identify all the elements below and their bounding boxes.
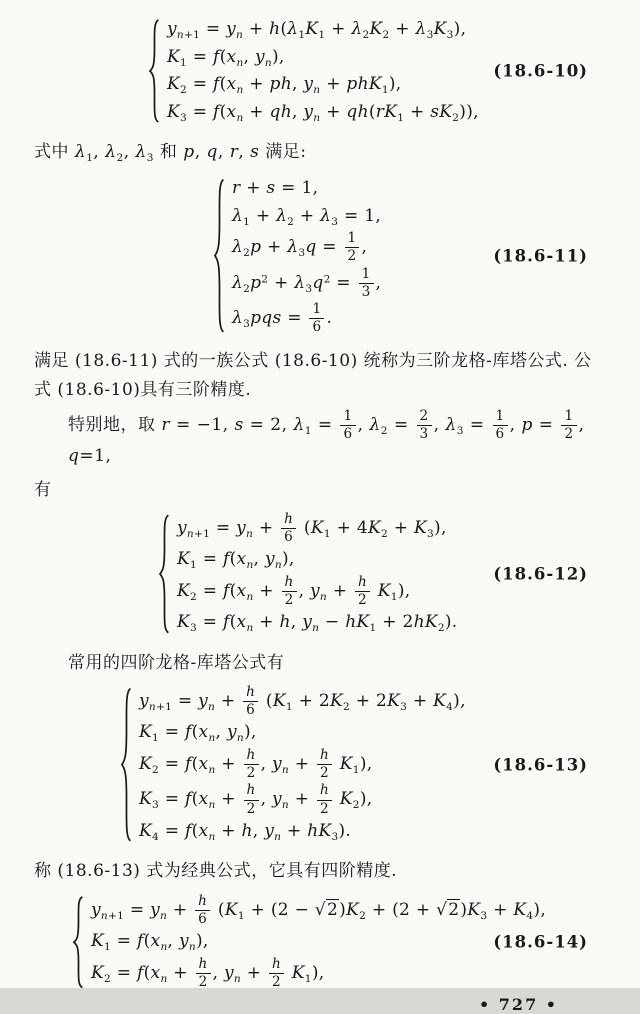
classic-note-text: 称 (18.6-13) 式为经典公式，它具有四阶精度. [34, 861, 398, 882]
left-brace-icon [148, 19, 161, 123]
equation-label-18-6-11: (18.6-11) [493, 246, 588, 266]
equation-label-18-6-13: (18.6-13) [493, 755, 588, 775]
equation-18-6-13 [120, 684, 466, 845]
equation-row-18-6-13 [0, 684, 640, 845]
equation-lines [91, 893, 546, 991]
equation-line: $K_1 = f(x_n$, $y_n$), [91, 931, 209, 954]
equation-line: $y_{n+1} = y_n$ + $\frac{h}{6}$ $(K_1 + 4K_2 + K_3)$, [177, 510, 447, 546]
equation-18-6-12 [158, 511, 458, 637]
equation-lines [167, 16, 479, 126]
equation-row-18-6-10 [0, 16, 640, 126]
you-text: 有 [34, 479, 52, 500]
page-number: • 727 • [479, 994, 558, 1014]
equation-label-18-6-10: (18.6-10) [493, 61, 588, 81]
where-clause-text: 式中 $\lambda_1$, $\lambda_2$, $\lambda_3$ 和 p, q, r, s 满足: [34, 142, 307, 164]
special-case-text: 特别地，取 r = −1, s = 2, $\lambda_1$ = $\frac{1}{6}$ , $\lambda_2$ = $\frac{2}{3}$ , $\lambda_3$ = $\frac{1}{6}$ , p = $\frac{1}{2}$ , q=1, [68, 408, 585, 467]
equation-line: $\lambda_2p + \lambda_3q$ = $\frac{1}{2}$ , [232, 230, 368, 265]
equation-18-6-11 [213, 175, 381, 336]
equation-line: $\lambda_2p^2 + \lambda_3q^2$ = $\frac{1}{3}$ , [232, 265, 382, 300]
fourth-order-intro-text: 常用的四阶龙格-库塔公式有 [68, 652, 285, 673]
left-brace-icon [213, 178, 226, 333]
equation-line: $K_2 = f(x_n$ + ph, $y_n + phK_1$), [167, 74, 402, 96]
equation-lines [232, 175, 381, 336]
left-brace-icon [158, 514, 171, 634]
equation-line: $y_{n+1} = y_n$ + $\frac{h}{6}$ $(K_1 + (2 - √2)K_2 + (2 + √2)K_3 + K_4)$, [91, 892, 547, 927]
equation-line: $K_1 = f(x_n$, $y_n$), [177, 549, 295, 572]
equation-line: r + s = 1, [232, 178, 319, 199]
equation-line: $K_3 = f(x_n + h$, $y_n - hK_1 + 2hK_2$). [177, 612, 458, 635]
left-brace-icon [120, 687, 133, 842]
equation-label-18-6-12: (18.6-12) [493, 564, 588, 584]
equation-line: $\lambda_3pqs$ = $\frac{1}{6}$ . [232, 301, 333, 336]
equation-row-18-6-14 [0, 893, 640, 991]
equation-label-18-6-14: (18.6-14) [493, 932, 588, 952]
equation-line: $y_{n+1} = y_n + h(\lambda_1K_1 + \lambda_2K_2 + \lambda_3K_3)$, [167, 19, 467, 41]
equation-line: $y_{n+1} = y_n$ + $\frac{h}{6}$ $(K_1 + 2K_2 + 2K_3 + K_4)$, [139, 684, 466, 719]
equation-line: $K_2 = f(x_n$ + $\frac{h}{2}$ , $y_n$ + $\frac{h}{2}$ $K_1$), [91, 955, 325, 990]
equation-lines [139, 684, 466, 845]
equation-line: $K_3 = f(x_n$ + $\frac{h}{2}$ , $y_n$ + $\frac{h}{2}$ $K_2$), [139, 782, 373, 817]
equation-18-6-14 [72, 893, 546, 991]
equation-line: $\lambda_1 + \lambda_2 + \lambda_3 = 1$, [232, 205, 382, 228]
equation-line: $K_3 = f(x_n$ + qh, $y_n + qh(rK_1 + sK_2)$), [167, 101, 479, 124]
left-brace-icon [72, 896, 85, 988]
equation-row-18-6-12 [0, 511, 640, 637]
equation-line: $K_1 = f(x_n$, $y_n$), [167, 46, 285, 69]
equation-line: $K_2 = f(x_n$ + $\frac{h}{2}$ , $y_n$ + $\frac{h}{2}$ $K_1$), [177, 573, 411, 609]
equation-line: $K_4 = f(x_n + h$, $y_n + hK_3$). [139, 820, 352, 843]
equation-row-18-6-11 [0, 175, 640, 336]
equation-lines [177, 511, 458, 637]
family-note-text: 满足 (18.6-11) 式的一族公式 (18.6-10) 统称为三阶龙格-库塔公式. 公式 (18.6-10)具有三阶精度. [34, 350, 592, 400]
equation-18-6-10 [148, 16, 479, 126]
equation-line: $K_2 = f(x_n$ + $\frac{h}{2}$ , $y_n$ + $\frac{h}{2}$ $K_1$), [139, 746, 373, 782]
equation-line: $K_1 = f(x_n$, $y_n$), [139, 722, 257, 745]
